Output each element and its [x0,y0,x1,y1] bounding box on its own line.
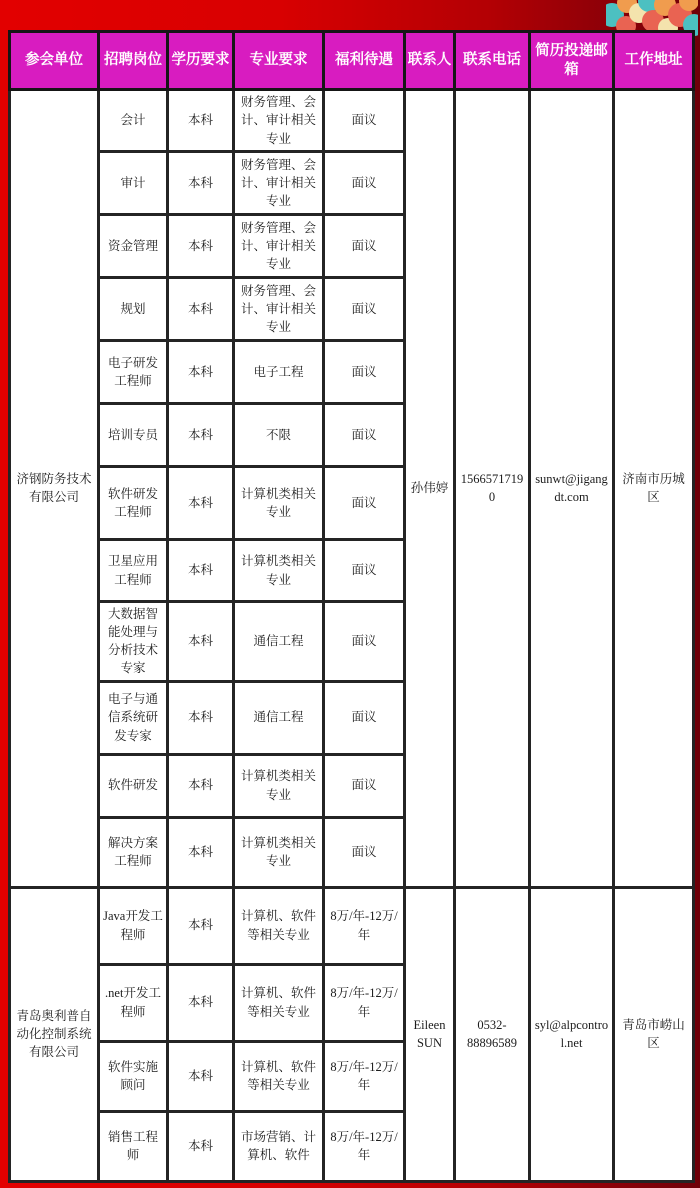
major-cell: 财务管理、会计、审计相关专业 [234,215,324,278]
major-cell: 市场营销、计算机、软件 [234,1111,324,1181]
salary-cell: 面议 [324,278,405,341]
company-name: 青岛奥利普自动化控制系统有限公司 [10,887,99,1181]
salary-cell: 面议 [324,341,405,404]
major-cell: 计算机、软件等相关专业 [234,1041,324,1111]
education-cell: 本科 [168,215,234,278]
major-cell: 计算机类相关专业 [234,467,324,540]
major-cell: 财务管理、会计、审计相关专业 [234,278,324,341]
salary-cell: 面议 [324,817,405,887]
education-cell: 本科 [168,467,234,540]
salary-cell: 面议 [324,681,405,754]
major-cell: 通信工程 [234,602,324,682]
major-cell: 财务管理、会计、审计相关专业 [234,90,324,152]
position-cell: 培训专员 [99,404,168,467]
education-cell: 本科 [168,681,234,754]
education-cell: 本科 [168,1111,234,1181]
salary-cell: 面议 [324,404,405,467]
major-cell: 计算机类相关专业 [234,540,324,602]
position-cell: 软件研发 [99,754,168,817]
education-cell: 本科 [168,152,234,215]
address-cell: 济南市历城区 [614,90,694,888]
col-header-email: 简历投递邮箱 [530,32,614,90]
position-cell: 审计 [99,152,168,215]
major-cell: 计算机、软件等相关专业 [234,964,324,1041]
email-cell: syl@alpcontrol.net [530,887,614,1181]
education-cell: 本科 [168,964,234,1041]
col-header-contact: 联系人 [405,32,455,90]
position-cell: .net开发工程师 [99,964,168,1041]
major-cell: 计算机类相关专业 [234,754,324,817]
position-cell: 软件研发工程师 [99,467,168,540]
education-cell: 本科 [168,90,234,152]
phone-cell: 0532-88896589 [455,887,530,1181]
salary-cell: 8万/年-12万/年 [324,1111,405,1181]
position-cell: 解决方案工程师 [99,817,168,887]
education-cell: 本科 [168,404,234,467]
recruitment-table [8,30,695,1183]
col-header-company: 参会单位 [10,32,99,90]
education-cell: 本科 [168,887,234,964]
col-header-salary: 福利待遇 [324,32,405,90]
position-cell: 电子研发工程师 [99,341,168,404]
education-cell: 本科 [168,341,234,404]
salary-cell: 8万/年-12万/年 [324,964,405,1041]
position-cell: 大数据智能处理与分析技术专家 [99,602,168,682]
major-cell: 不限 [234,404,324,467]
salary-cell: 面议 [324,152,405,215]
contact-cell: Eileen SUN [405,887,455,1181]
major-cell: 计算机类相关专业 [234,817,324,887]
position-cell: 会计 [99,90,168,152]
table-row [10,887,694,964]
col-header-education: 学历要求 [168,32,234,90]
address-cell: 青岛市崂山区 [614,887,694,1181]
education-cell: 本科 [168,1041,234,1111]
col-header-address: 工作地址 [614,32,694,90]
major-cell: 通信工程 [234,681,324,754]
education-cell: 本科 [168,540,234,602]
header-row [10,32,694,90]
position-cell: 软件实施顾问 [99,1041,168,1111]
col-header-major: 专业要求 [234,32,324,90]
position-cell: 规划 [99,278,168,341]
position-cell: 电子与通信系统研发专家 [99,681,168,754]
education-cell: 本科 [168,817,234,887]
position-cell: 资金管理 [99,215,168,278]
education-cell: 本科 [168,278,234,341]
major-cell: 电子工程 [234,341,324,404]
education-cell: 本科 [168,602,234,682]
salary-cell: 面议 [324,467,405,540]
salary-cell: 8万/年-12万/年 [324,1041,405,1111]
col-header-position: 招聘岗位 [99,32,168,90]
major-cell: 财务管理、会计、审计相关专业 [234,152,324,215]
company-name: 济钢防务技术有限公司 [10,90,99,888]
contact-cell: 孙伟婷 [405,90,455,888]
major-cell: 计算机、软件等相关专业 [234,887,324,964]
position-cell: 卫星应用工程师 [99,540,168,602]
phone-cell: 15665717190 [455,90,530,888]
salary-cell: 面议 [324,540,405,602]
salary-cell: 面议 [324,90,405,152]
col-header-phone: 联系电话 [455,32,530,90]
table-row [10,90,694,152]
salary-cell: 面议 [324,602,405,682]
position-cell: Java开发工程师 [99,887,168,964]
position-cell: 销售工程师 [99,1111,168,1181]
salary-cell: 面议 [324,215,405,278]
email-cell: sunwt@jigangdt.com [530,90,614,888]
salary-cell: 面议 [324,754,405,817]
education-cell: 本科 [168,754,234,817]
salary-cell: 8万/年-12万/年 [324,887,405,964]
